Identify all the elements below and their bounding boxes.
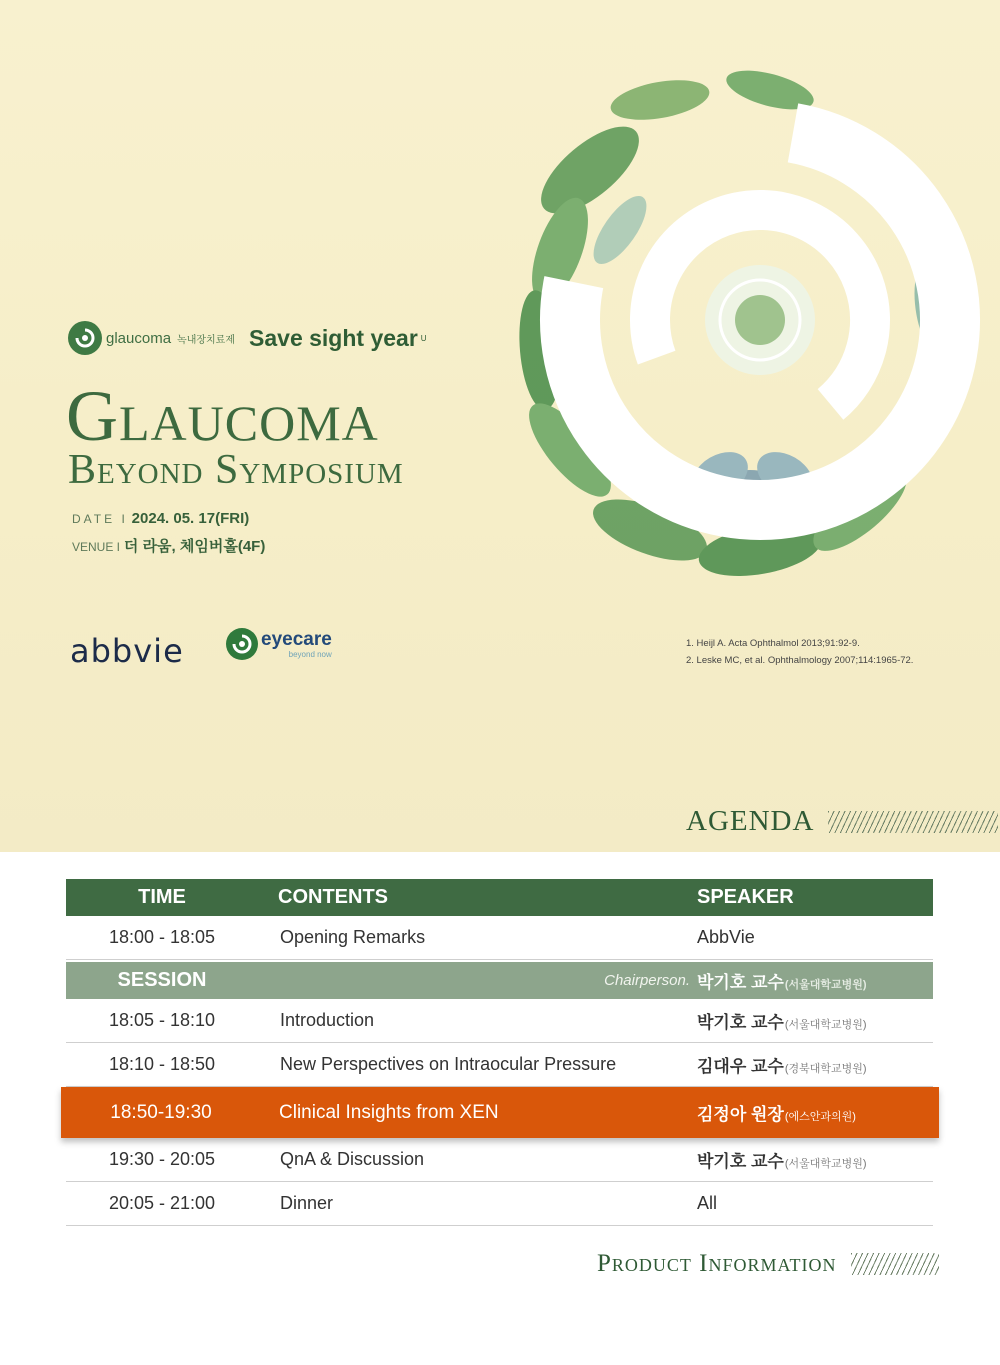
speaker-affiliation: (에스안과의원) xyxy=(784,1110,856,1123)
slogan-superscript: U xyxy=(420,333,427,343)
table-row xyxy=(66,916,933,960)
row-time: 18:50-19:30 xyxy=(110,1101,212,1123)
brand-korean: 녹내장치료제 xyxy=(177,334,236,346)
highlighted-row xyxy=(61,1087,939,1138)
eyecare-logo xyxy=(226,628,332,660)
row-time: 20:05 - 21:00 xyxy=(108,1193,216,1213)
speaker-name: 김대우 교수 xyxy=(697,1057,784,1076)
speaker-affiliation: (경북대학교병원) xyxy=(784,1063,867,1075)
venue-label: VENUE I xyxy=(72,540,121,554)
reference-item: 2. Leske MC, et al. Ophthalmology 2007;114:1965-72. xyxy=(686,655,914,666)
hatch-decoration xyxy=(851,1253,939,1275)
row-content: Opening Remarks xyxy=(280,927,426,947)
speaker-name: 김정아 원장 xyxy=(697,1104,784,1124)
chairperson-speaker xyxy=(697,968,867,994)
title-line-1: Glaucoma xyxy=(66,376,379,456)
product-heading xyxy=(597,1250,939,1278)
row-speaker xyxy=(697,1100,856,1126)
date-value: 2024. 05. 17(FRI) xyxy=(131,510,250,527)
header-contents: CONTENTS xyxy=(278,886,388,908)
eyecare-name: eyecare xyxy=(261,628,332,650)
row-time: 19:30 - 20:05 xyxy=(108,1149,216,1169)
row-speaker xyxy=(697,1052,867,1077)
leaf-wreath-illustration xyxy=(470,30,1000,600)
speaker-affiliation: (서울대학교병원) xyxy=(784,1019,867,1031)
row-time: 18:05 - 18:10 xyxy=(108,1010,216,1030)
row-speaker xyxy=(697,1147,867,1172)
row-speaker xyxy=(697,1008,867,1033)
hatch-decoration xyxy=(828,811,998,833)
agenda-heading xyxy=(686,805,998,838)
abbvie-logo: abbvie xyxy=(70,632,184,670)
session-row xyxy=(66,962,933,999)
glaucoma-swirl-icon xyxy=(68,321,102,355)
table-row xyxy=(66,999,933,1043)
brand-line xyxy=(68,318,427,358)
row-time: 18:10 - 18:50 xyxy=(108,1054,216,1074)
table-header xyxy=(66,879,933,916)
date-label: DATE I xyxy=(72,512,128,526)
table-row xyxy=(66,1043,933,1087)
header-time: TIME xyxy=(138,886,186,908)
row-time: 18:00 - 18:05 xyxy=(108,927,216,947)
eyecare-tagline: beyond now xyxy=(288,649,332,659)
speaker-name: 박기호 교수 xyxy=(697,1152,784,1171)
agenda-table xyxy=(66,879,933,1226)
speaker-affiliation: (서울대학교병원) xyxy=(784,1158,867,1170)
reference-item: 1. Heijl A. Acta Ophthalmol 2013;91:92-9. xyxy=(686,638,860,649)
event-date xyxy=(72,510,249,527)
session-label: SESSION xyxy=(117,969,207,991)
header-speaker: SPEAKER xyxy=(697,886,794,908)
row-speaker: All xyxy=(697,1193,718,1213)
speaker-name: 박기호 교수 xyxy=(697,1013,784,1032)
table-row xyxy=(66,1138,933,1182)
table-row xyxy=(66,1182,933,1226)
row-content: Introduction xyxy=(280,1010,375,1030)
product-title: Product Information xyxy=(597,1250,837,1277)
chairperson-affiliation: (서울대학교병원) xyxy=(784,978,867,991)
slogan: Save sight year xyxy=(249,324,418,351)
venue-value: 더 라움, 체임버홀(4F) xyxy=(123,538,266,555)
eyecare-eye-icon xyxy=(226,628,258,660)
chairperson-name: 박기호 교수 xyxy=(697,972,784,992)
chairperson-label: Chairperson. xyxy=(604,972,690,989)
row-content: New Perspectives on Intraocular Pressure xyxy=(280,1054,617,1074)
row-content: QnA & Discussion xyxy=(280,1149,425,1169)
row-speaker: AbbVie xyxy=(697,927,755,947)
row-content: Clinical Insights from XEN xyxy=(279,1101,499,1123)
agenda-title: AGENDA xyxy=(686,805,815,837)
event-venue xyxy=(72,535,265,556)
row-content: Dinner xyxy=(280,1193,334,1213)
references xyxy=(686,635,913,669)
title-line-2: Beyond Symposium xyxy=(68,447,404,493)
brand-name: glaucoma xyxy=(106,329,172,347)
